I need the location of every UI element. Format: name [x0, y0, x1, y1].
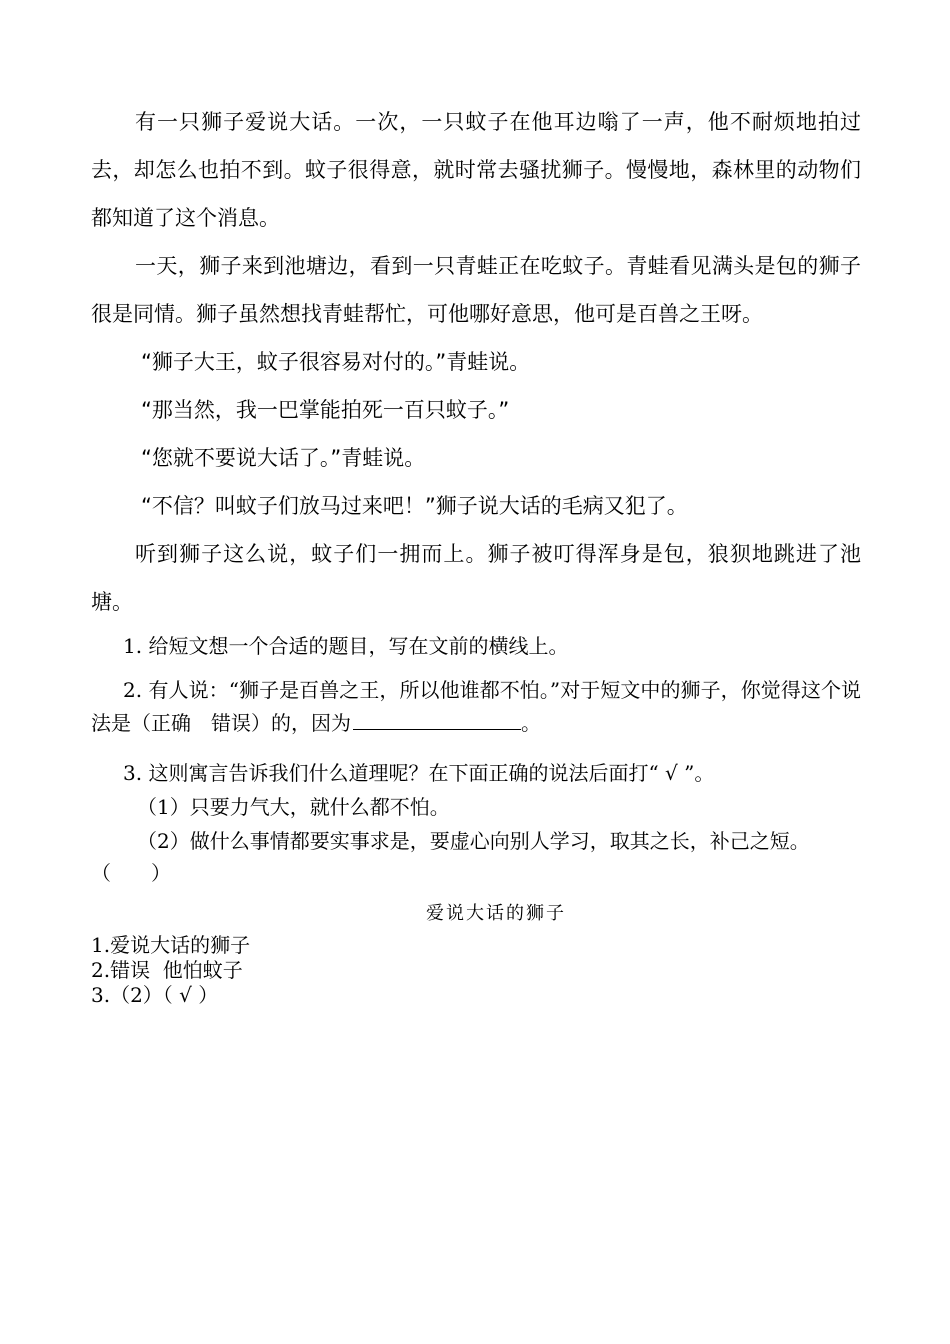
story-paragraph-3: 听到狮子这么说，蚊子们一拥而上。狮子被叮得浑身是包，狼狈地跳进了池塘。	[91, 542, 861, 614]
questions-section	[91, 628, 861, 888]
option-1: （1）只要力气大，就什么都不怕。	[137, 795, 450, 819]
question-3: 3. 这则寓言告诉我们什么道理呢？在下面正确的说法后面打“ √ ”。	[123, 761, 715, 785]
dialogue-line-2: “那当然，我一巴掌能拍死一百只蚊子。”	[141, 398, 510, 422]
answer-3: 3.（2）（ √ ）	[91, 983, 219, 1007]
option-2: （2）做什么事情都要实事求是，要虚心向别人学习，取其之长，补己之短。	[137, 829, 810, 853]
answer-blank-line	[353, 728, 521, 730]
question-2	[91, 674, 861, 740]
answer-key	[91, 933, 250, 1008]
story-paragraph-1: 有一只狮子爱说大话。一次，一只蚊子在他耳边嗡了一声，他不耐烦地拍过去，却怎么也拍不到。蚊子很得意，就时常去骚扰狮子。慢慢地，森林里的动物们都知道了这个消息。	[91, 110, 861, 230]
story-paragraph-2: 一天，狮子来到池塘边，看到一只青蛙正在吃蚊子。青蛙看见满头是包的狮子很是同情。狮子虽然想找青蛙帮忙，可他哪好意思，他可是百兽之王呀。	[91, 254, 861, 326]
dialogue-line-1: “狮子大王，蚊子很容易对付的。”青蛙说。	[141, 350, 531, 374]
dialogue-line-3: “您就不要说大话了。”青蛙说。	[141, 446, 426, 470]
dialogue-line-4: “不信？叫蚊子们放马过来吧！”狮子说大话的毛病又犯了。	[141, 494, 688, 518]
question-1: 1. 给短文想一个合适的题目，写在文前的横线上。	[123, 634, 569, 658]
option-2-parentheses: （ ）	[91, 861, 171, 885]
question-2-end: 。	[521, 711, 541, 735]
answer-1: 1.爱说大话的狮子	[91, 933, 251, 957]
story-passage	[91, 98, 861, 626]
answer-2: 2.错误 他怕蚊子	[91, 958, 243, 982]
question-2-text: 2. 有人说：“狮子是百兽之王，所以他谁都不怕。”对于短文中的狮子，你觉得这个说法是（正确 错误）的，因为	[91, 678, 861, 735]
answer-title: 爱说大话的狮子	[426, 903, 566, 924]
